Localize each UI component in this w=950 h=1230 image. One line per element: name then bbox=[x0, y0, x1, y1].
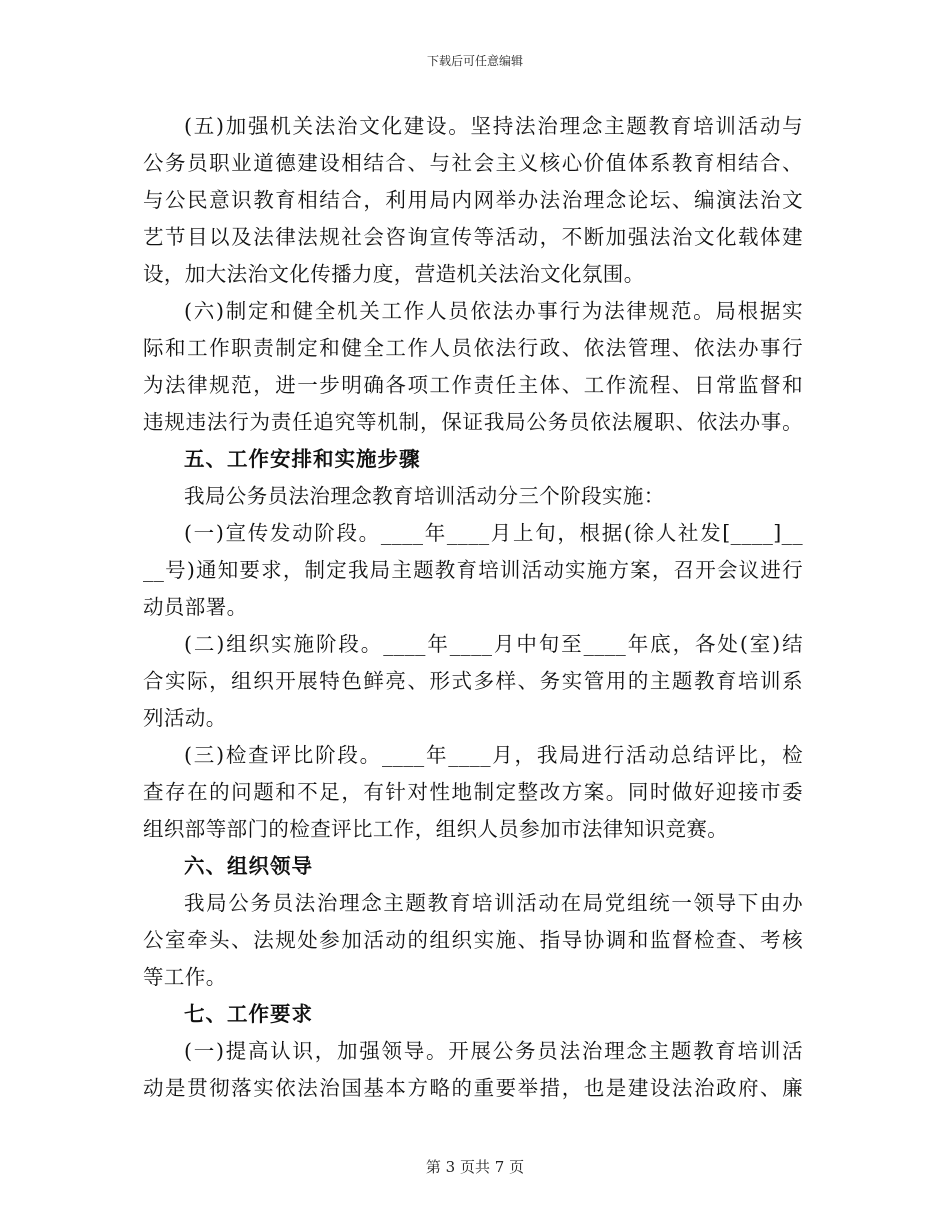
paragraph-line: (一)提高认识，加强领导。开展公务员法治理念主题教育培训活 bbox=[184, 1039, 803, 1063]
document-body bbox=[143, 108, 803, 1107]
paragraph-line: (一)宣传发动阶段。____年____月上旬，根据(徐人社发[____]__ bbox=[184, 521, 803, 545]
paragraph-line: 动是贯彻落实依法治国基本方略的重要举措，也是建设法治政府、廉 bbox=[143, 1076, 803, 1100]
paragraph-line: 动员部署。 bbox=[143, 595, 248, 619]
paragraph-line: __号)通知要求，制定我局主题教育培训活动实施方案，召开会议进行 bbox=[143, 558, 803, 582]
paragraph-line: 公室牵头、法规处参加活动的组织实施、指导协调和监督检查、考核 bbox=[143, 928, 803, 952]
paragraph-line: 我局公务员法治理念教育培训活动分三个阶段实施： bbox=[184, 484, 665, 508]
paragraph-line: 公务员职业道德建设相结合、与社会主义核心价值体系教育相结合、 bbox=[143, 151, 803, 175]
paragraph-line: 为法律规范，进一步明确各项工作责任主体、工作流程、日常监督和 bbox=[143, 373, 803, 397]
paragraph-line: 与公民意识教育相结合，利用局内网举办法治理念论坛、编演法治文 bbox=[143, 188, 803, 212]
section-heading: 五、工作安排和实施步骤 bbox=[184, 447, 421, 471]
paragraph-line: 违规违法行为责任追究等机制，保证我局公务员依法履职、依法办事。 bbox=[143, 410, 803, 434]
paragraph-line: (六)制定和健全机关工作人员依法办事行为法律规范。局根据实 bbox=[184, 299, 803, 323]
page-number: 第 3 页共 7 页 bbox=[425, 1158, 525, 1176]
paragraph-line: 际和工作职责制定和健全工作人员依法行政、依法管理、依法办事行 bbox=[143, 336, 803, 360]
paragraph-line: 设，加大法治文化传播力度，营造机关法治文化氛围。 bbox=[143, 262, 645, 286]
section-heading: 七、工作要求 bbox=[184, 1002, 313, 1026]
paragraph-line: 查存在的问题和不足，有针对性地制定整改方案。同时做好迎接市委 bbox=[143, 780, 803, 804]
paragraph-line: 等工作。 bbox=[143, 965, 227, 989]
page-header: 下载后可任意编辑 bbox=[426, 54, 523, 68]
paragraph-line: 组织部等部门的检查评比工作，组织人员参加市法律知识竞赛。 bbox=[143, 817, 729, 841]
paragraph-line: 合实际，组织开展特色鲜亮、形式多样、务实管用的主题教育培训系 bbox=[143, 669, 803, 693]
section-heading: 六、组织领导 bbox=[184, 854, 313, 878]
paragraph-line: 我局公务员法治理念主题教育培训活动在局党组统一领导下由办 bbox=[184, 891, 803, 915]
paragraph-line: 列活动。 bbox=[143, 706, 227, 730]
paragraph-line: (五)加强机关法治文化建设。坚持法治理念主题教育培训活动与 bbox=[184, 114, 803, 138]
paragraph-line: 艺节目以及法律法规社会咨询宣传等活动，不断加强法治文化载体建 bbox=[143, 225, 803, 249]
paragraph-line: (二)组织实施阶段。____年____月中旬至____年底，各处(室)结 bbox=[184, 632, 803, 656]
paragraph-line: (三)检查评比阶段。____年____月，我局进行活动总结评比，检 bbox=[184, 743, 803, 767]
